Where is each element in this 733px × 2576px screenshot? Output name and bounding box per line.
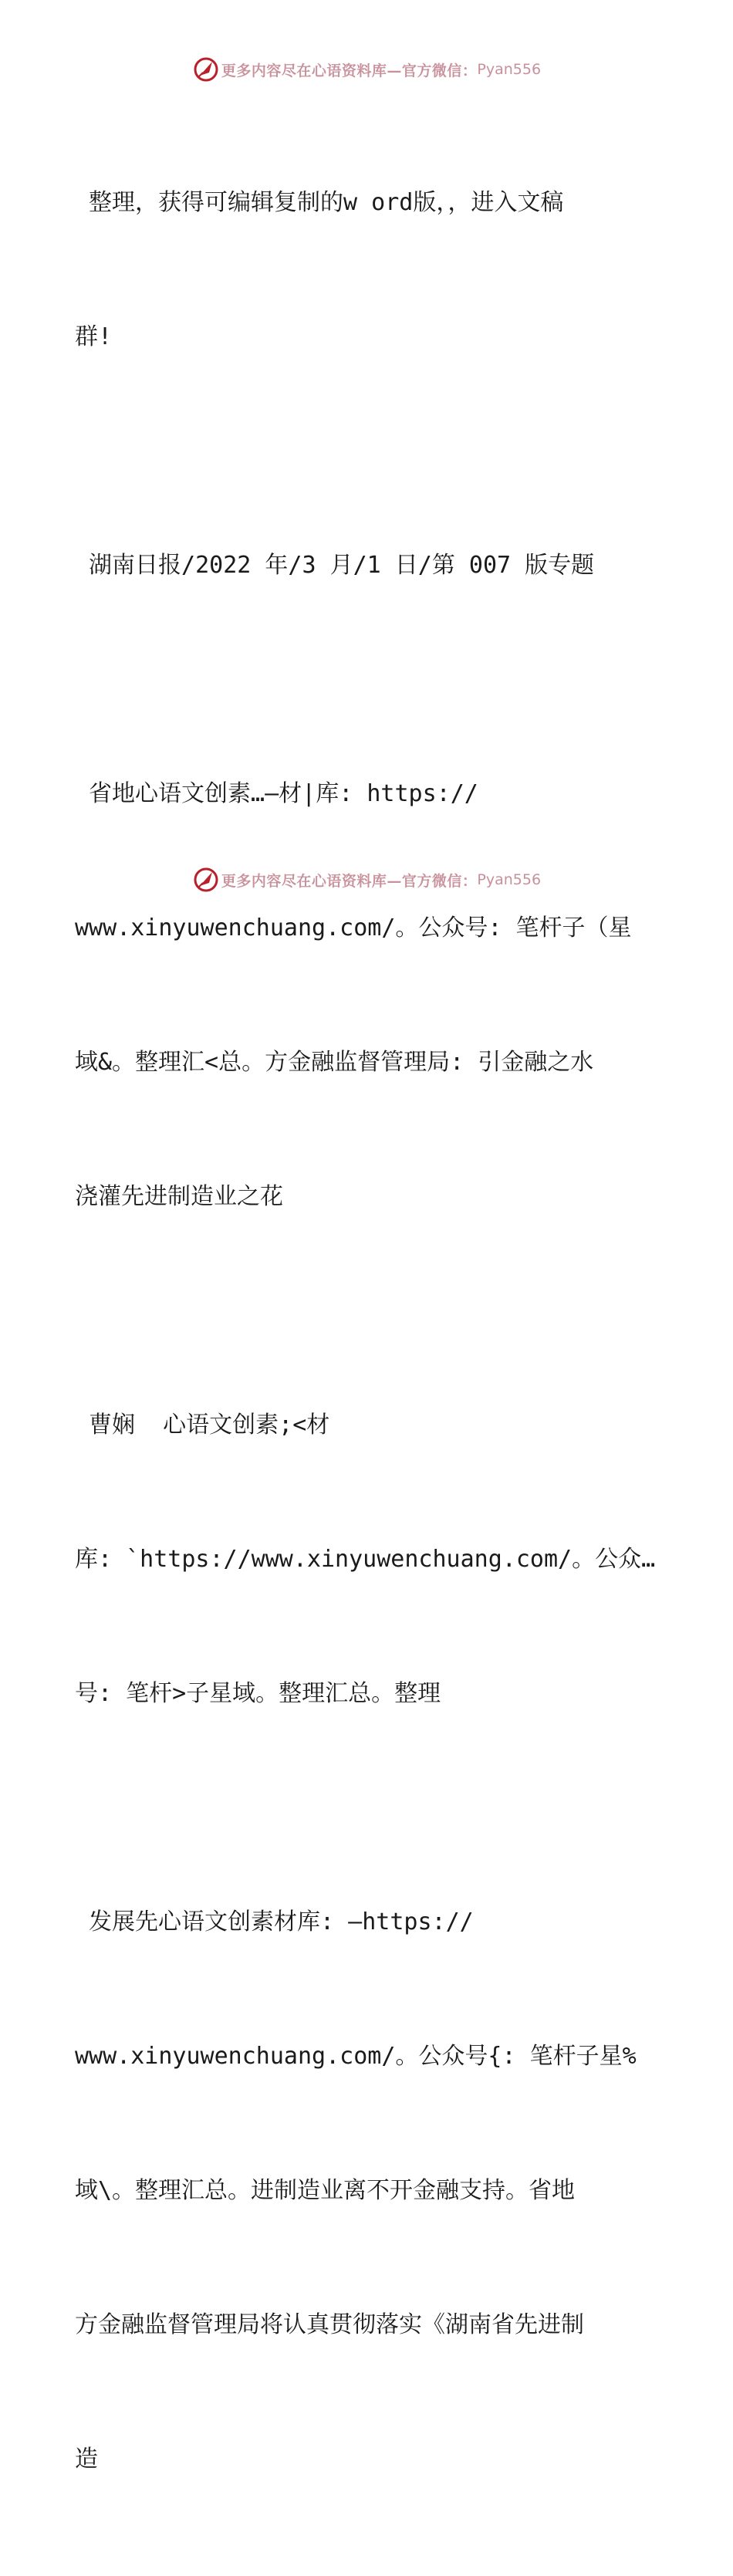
header-banner — [0, 54, 733, 85]
text-line: www.xinyuwenchuang.com/。公众号{: 笔杆子星% — [75, 2043, 637, 2070]
header-banner-text: 更多内容尽在心语资料库—官方微信： — [221, 62, 478, 79]
footer-banner — [0, 864, 733, 895]
text-line: 域\。整理汇总。进制造业离不开金融支持。省地 — [75, 2177, 576, 2204]
paragraph-headline — [75, 682, 661, 1309]
paragraph-author — [75, 1313, 661, 1806]
text-line: 整理，获得可编辑复制的w ord版，，进入文稿 — [75, 189, 564, 216]
footer-banner-contact: Pyan556 — [477, 871, 542, 888]
header-banner-contact: Pyan556 — [477, 61, 542, 78]
quill-logo-icon — [192, 56, 220, 83]
text-line: 库: `https://www.xinyuwenchuang.com/。公众… — [75, 1546, 656, 1573]
text-line: 造 — [75, 2446, 98, 2473]
footer-banner-text: 更多内容尽在心语资料库—官方微信： — [221, 872, 478, 890]
paragraph-main — [75, 1810, 661, 2571]
paragraph-source — [75, 454, 661, 678]
text-line: 浇灌先进制造业之花 — [75, 1183, 283, 1210]
text-line: 方金融监督管理局将认真贯彻落实《湖南省先进制 — [75, 2311, 584, 2338]
text-line: 号: 笔杆>子星域。整理汇总。整理 — [75, 1680, 441, 1707]
document-body — [75, 91, 661, 2576]
text-line: 发展先心语文创素材库: —https:// — [75, 1908, 474, 1935]
quill-logo-icon — [192, 866, 220, 894]
text-line: 省地心语文创素…—材|库: https:// — [75, 780, 478, 807]
paragraph-intro — [75, 91, 661, 449]
text-line: 湖南日报/2022 年/3 月/1 日/第 007 版专题 — [75, 552, 595, 579]
text-line: www.xinyuwenchuang.com/。公众号: 笔杆子（星 — [75, 914, 632, 941]
text-line: 域&。整理汇<总。方金融监督管理局: 引金融之水 — [75, 1049, 594, 1076]
text-line: 曹娴 心语文创素;<材 — [75, 1411, 330, 1438]
text-line: 群! — [75, 323, 113, 350]
